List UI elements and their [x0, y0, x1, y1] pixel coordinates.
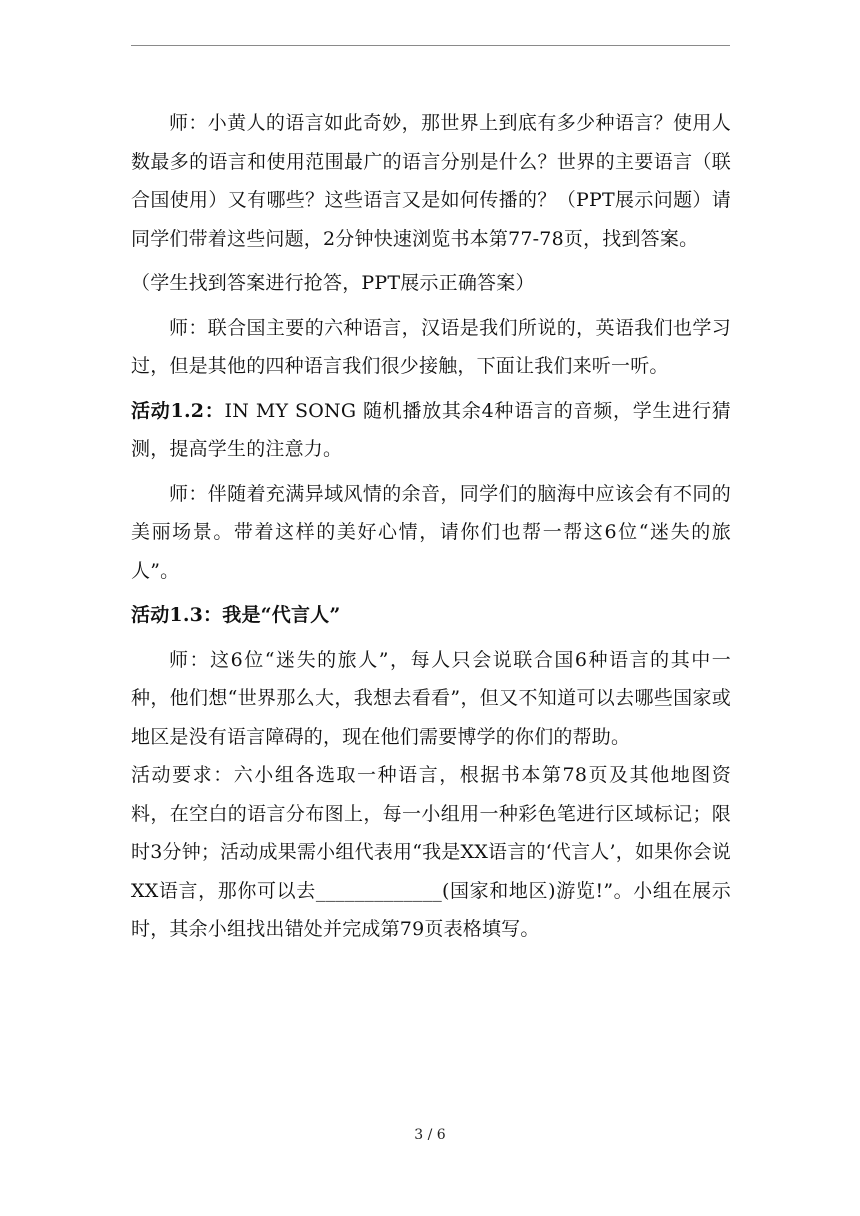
- activity-1-3-heading: 活动1.3：我是“代言人”: [131, 604, 341, 626]
- header-rule: [131, 45, 730, 46]
- paragraph-activity-requirements: 活动要求：六小组各选取一种语言，根据书本第78页及其他地图资料，在空白的语言分布图上，每一小组用一种彩色笔进行区域标记；限时3分钟；活动成果需小组代表用“我是XX语言的‘代言人’，如果你会说XX语言，那你可以去_____________(国家和地区)游览!”。小组在展示时，其余小组找出错处并完成第79页表格填写。: [131, 764, 731, 940]
- paragraph-activity-1-2: [131, 392, 731, 469]
- page-number: 3 / 6: [414, 1127, 446, 1143]
- paragraph-student-answer: （学生找到答案进行抢答，PPT展示正确答案）: [131, 272, 535, 294]
- activity-1-2-text: IN MY SONG 随机播放其余4种语言的音频，学生进行猜测，提高学生的注意力。: [131, 399, 731, 460]
- paragraph-teacher-lost-travelers: 师：这6位“迷失的旅人”，每人只会说联合国6种语言的其中一种，他们想“世界那么大，我想去看看”，但又不知道可以去哪些国家或地区是没有语言障碍的，现在他们需要博学的你们的帮助。: [131, 648, 731, 748]
- paragraph-teacher-languages: 师：联合国主要的六种语言，汉语是我们所说的，英语我们也学习过，但是其他的四种语言我们很少接触，下面让我们来听一听。: [131, 316, 731, 377]
- paragraph-teacher-question: 师：小黄人的语言如此奇妙，那世界上到底有多少种语言？使用人数最多的语言和使用范围最广的语言分别是什么？世界的主要语言（联合国使用）又有哪些？这些语言又是如何传播的？（PPT展示问题）请同学们带着这些问题，2分钟快速浏览书本第77-78页，找到答案。: [131, 112, 731, 250]
- document-body: [131, 104, 731, 949]
- paragraph-teacher-travelers: 师：伴随着充满异域风情的余音，同学们的脑海中应该会有不同的美丽场景。带着这样的美好心情，请你们也帮一帮这6位“迷失的旅人”。: [131, 482, 731, 582]
- activity-1-2-label: 活动1.2：: [131, 399, 225, 422]
